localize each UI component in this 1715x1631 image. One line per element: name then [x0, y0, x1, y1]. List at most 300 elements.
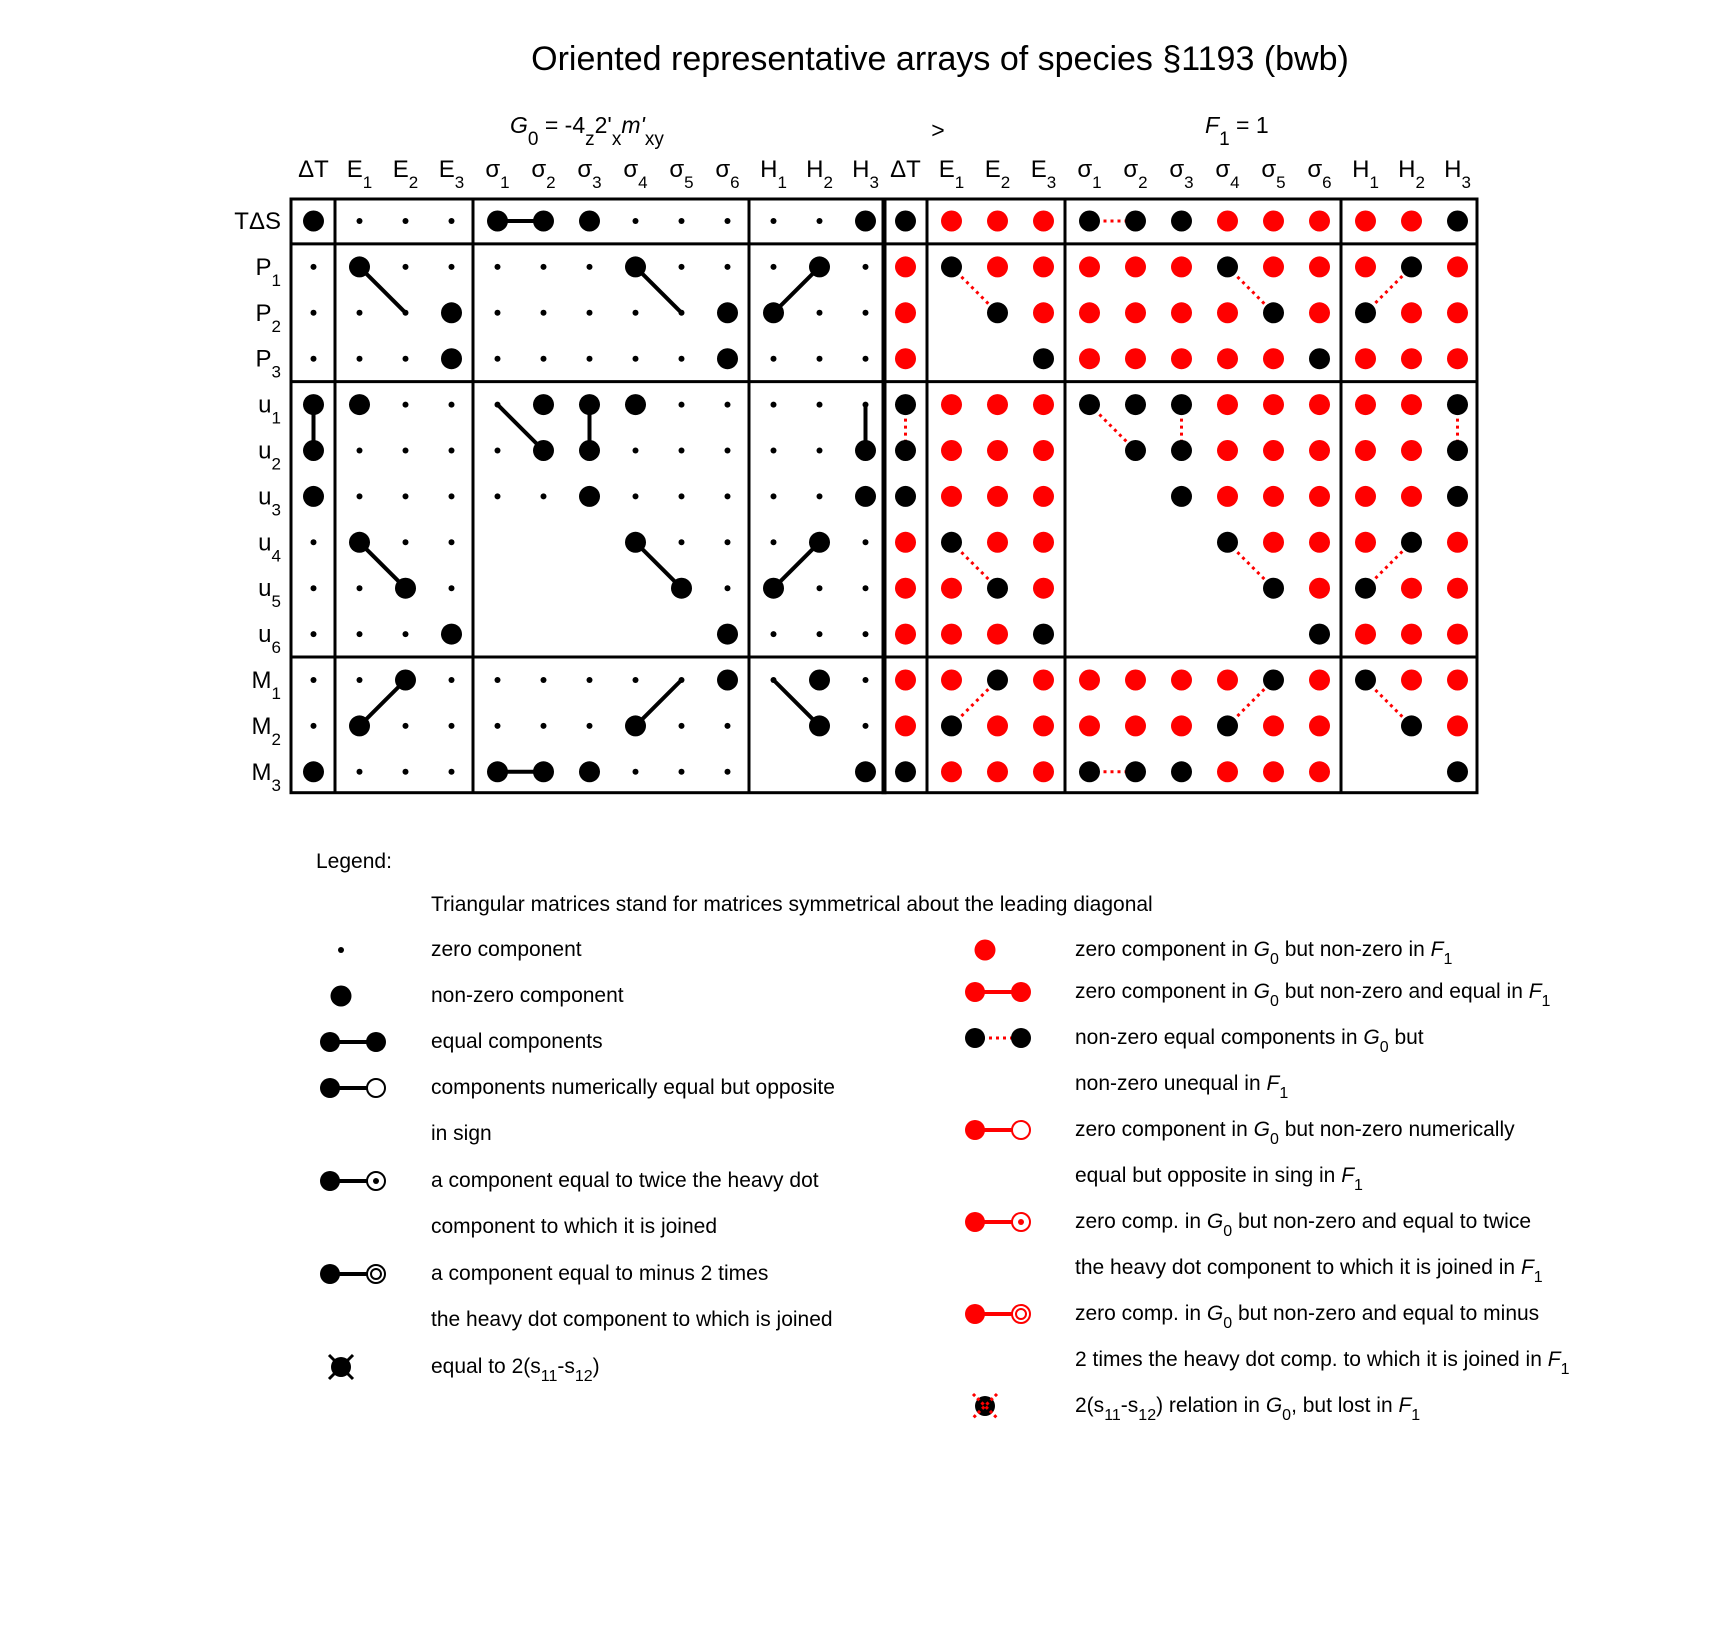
- nonzero-dot: [671, 578, 692, 599]
- nonzero-dot: [895, 440, 916, 461]
- red-dot: [1263, 715, 1284, 736]
- red-dot: [1447, 302, 1468, 323]
- dot-icon: [1011, 982, 1031, 1002]
- red-dot: [1033, 211, 1054, 232]
- nonzero-dot: [1355, 302, 1376, 323]
- legend-left-text: components numerically equal but opposite: [431, 1076, 835, 1099]
- dot-icon: [320, 1078, 340, 1098]
- red-dot: [895, 578, 916, 599]
- zero-dot: [817, 493, 823, 499]
- red-dot-icon: [975, 940, 996, 961]
- open-dot-icon: [367, 1265, 385, 1283]
- nonzero-dot: [941, 532, 962, 553]
- nonzero-dot: [1125, 394, 1146, 415]
- red-dot: [941, 624, 962, 645]
- nonzero-dot: [809, 715, 830, 736]
- red-dot: [1125, 715, 1146, 736]
- zero-dot: [863, 539, 869, 545]
- nonzero-dot: [579, 761, 600, 782]
- red-dot: [1217, 302, 1238, 323]
- red-dot: [1217, 761, 1238, 782]
- legend-heading: Legend:: [316, 850, 392, 873]
- zero-dot: [403, 723, 409, 729]
- red-dot: [1355, 532, 1376, 553]
- red-dot: [1447, 578, 1468, 599]
- nonzero-dot: [1125, 761, 1146, 782]
- zero-dot: [587, 677, 593, 683]
- nonzero-dot: [1171, 211, 1192, 232]
- column-header-0: ΔT: [298, 156, 329, 183]
- zero-dot: [817, 218, 823, 224]
- red-dot: [1217, 348, 1238, 369]
- red-dot: [1447, 715, 1468, 736]
- column-header-1: $E_1$: [346, 156, 373, 192]
- zero-dot: [771, 677, 777, 683]
- zero-dot: [495, 264, 501, 270]
- red-dot: [987, 211, 1008, 232]
- nonzero-dot: [1217, 256, 1238, 277]
- nonzero-dot: [1079, 394, 1100, 415]
- zero-dot: [817, 585, 823, 591]
- row-label-8: $u_5$: [258, 575, 281, 612]
- row-label-5: $u_2$: [258, 437, 281, 474]
- red-dot: [1263, 256, 1284, 277]
- zero-dot: [771, 493, 777, 499]
- red-dot: [1033, 670, 1054, 691]
- nonzero-dot: [1171, 394, 1192, 415]
- zero-dot: [403, 448, 409, 454]
- zero-dot: [311, 310, 317, 316]
- column-header-10: $H_1$: [760, 156, 787, 192]
- red-dot: [1309, 211, 1330, 232]
- red-dot: [1125, 302, 1146, 323]
- legend-right-text: zero component in $G_0$ but non-zero and equal in $F_1$: [1075, 980, 1551, 1010]
- zero-dot: [725, 723, 731, 729]
- red-dot: [1355, 211, 1376, 232]
- nonzero-dot: [533, 211, 554, 232]
- zero-dot: [817, 448, 823, 454]
- nonzero-dot: [1171, 761, 1192, 782]
- nonzero-dot: [1033, 348, 1054, 369]
- zero-dot: [679, 448, 685, 454]
- red-dot: [1033, 715, 1054, 736]
- nonzero-dot: [303, 761, 324, 782]
- zero-dot: [771, 218, 777, 224]
- nonzero-dot: [855, 761, 876, 782]
- red-dot: [1309, 256, 1330, 277]
- red-dot: [1401, 302, 1422, 323]
- zero-dot: [357, 585, 363, 591]
- nonzero-dot: [1263, 578, 1284, 599]
- open-dot-icon: [1012, 1305, 1030, 1323]
- red-dot: [1263, 348, 1284, 369]
- zero-dot: [495, 356, 501, 362]
- nonzero-dot: [855, 440, 876, 461]
- red-dot: [1309, 670, 1330, 691]
- red-dot: [1217, 486, 1238, 507]
- red-dot: [1033, 394, 1054, 415]
- zero-dot: [679, 539, 685, 545]
- zero-dot: [449, 448, 455, 454]
- legend-right-text: zero comp. in $G_0$ but non-zero and equal to twice: [1075, 1210, 1532, 1240]
- zero-dot: [449, 493, 455, 499]
- red-dot: [987, 715, 1008, 736]
- zero-dot: [587, 264, 593, 270]
- row-label-2: $P_2$: [255, 299, 281, 336]
- comparison-symbol: >: [931, 117, 945, 143]
- zero-dot: [633, 493, 639, 499]
- zero-dot: [403, 356, 409, 362]
- red-dot: [1217, 670, 1238, 691]
- legend-left-text: in sign: [431, 1122, 492, 1145]
- column-header-4: $\sigma_1$: [485, 156, 510, 192]
- zero-dot: [771, 356, 777, 362]
- red-dot: [987, 532, 1008, 553]
- big-dot-icon: [331, 986, 352, 1007]
- zero-dot: [357, 448, 363, 454]
- zero-dot: [633, 769, 639, 775]
- zero-dot: [357, 218, 363, 224]
- red-dot: [1401, 348, 1422, 369]
- zero-dot: [357, 493, 363, 499]
- column-header-12: $H_3$: [852, 156, 879, 192]
- zero-dot: [357, 310, 363, 316]
- zero-dot: [679, 218, 685, 224]
- nonzero-dot: [1171, 440, 1192, 461]
- row-label-4: $u_1$: [258, 391, 281, 428]
- nonzero-dot: [1447, 211, 1468, 232]
- nonzero-dot: [809, 670, 830, 691]
- nonzero-dot: [349, 394, 370, 415]
- dot-icon: [965, 982, 985, 1002]
- column-header-4: $\sigma_1$: [1077, 156, 1102, 192]
- red-dot: [1263, 532, 1284, 553]
- red-dot: [1309, 761, 1330, 782]
- dot-icon: [965, 1120, 985, 1140]
- zero-dot: [449, 585, 455, 591]
- red-dot: [1217, 440, 1238, 461]
- zero-dot: [633, 677, 639, 683]
- zero-dot: [771, 402, 777, 408]
- nonzero-dot: [441, 624, 462, 645]
- legend-right-text: zero component in $G_0$ but non-zero numerically: [1075, 1118, 1515, 1148]
- nonzero-dot: [987, 578, 1008, 599]
- red-dot: [1447, 532, 1468, 553]
- zero-dot: [679, 356, 685, 362]
- nonzero-dot: [625, 394, 646, 415]
- red-dot: [987, 624, 1008, 645]
- red-dot: [1263, 394, 1284, 415]
- zero-dot: [495, 402, 501, 408]
- red-dot: [1033, 256, 1054, 277]
- nonzero-dot: [717, 624, 738, 645]
- zero-dot: [817, 310, 823, 316]
- red-dot: [1355, 348, 1376, 369]
- red-dot: [1125, 256, 1146, 277]
- nonzero-dot: [1033, 624, 1054, 645]
- red-dot: [1447, 624, 1468, 645]
- red-dot: [1217, 211, 1238, 232]
- red-dot: [987, 394, 1008, 415]
- nonzero-dot: [1171, 486, 1192, 507]
- zero-dot: [311, 539, 317, 545]
- zero-dot: [449, 539, 455, 545]
- red-dot: [1125, 670, 1146, 691]
- red-dot: [1079, 670, 1100, 691]
- nonzero-dot: [895, 394, 916, 415]
- red-dot: [941, 761, 962, 782]
- column-header-11: $H_2$: [806, 156, 833, 192]
- zero-dot: [403, 218, 409, 224]
- zero-dot: [863, 631, 869, 637]
- nonzero-dot: [1401, 715, 1422, 736]
- zero-dot: [863, 402, 869, 408]
- red-dot: [1401, 394, 1422, 415]
- open-dot-icon: [1012, 1121, 1030, 1139]
- red-dot: [1447, 670, 1468, 691]
- zero-dot: [449, 218, 455, 224]
- row-label-3: $P_3$: [255, 345, 281, 382]
- nonzero-dot: [303, 394, 324, 415]
- red-dot: [1125, 348, 1146, 369]
- red-dot: [1401, 670, 1422, 691]
- nonzero-dot: [349, 715, 370, 736]
- nonzero-dot: [1263, 670, 1284, 691]
- red-dot: [1263, 761, 1284, 782]
- nonzero-dot: [1401, 532, 1422, 553]
- zero-dot: [403, 493, 409, 499]
- legend-right-text-line2: 2 times the heavy dot comp. to which it is joined in $F_1$: [1075, 1348, 1570, 1378]
- dot-icon: [1011, 1028, 1031, 1048]
- open-dot-icon: [367, 1079, 385, 1097]
- nonzero-dot: [717, 348, 738, 369]
- legend-right-text: zero component in $G_0$ but non-zero in $F_1$: [1075, 938, 1453, 968]
- zero-dot: [311, 356, 317, 362]
- zero-dot: [403, 539, 409, 545]
- red-dot: [1401, 486, 1422, 507]
- nonzero-dot: [1217, 532, 1238, 553]
- zero-dot: [725, 769, 731, 775]
- zero-dot: [725, 218, 731, 224]
- nonzero-dot: [579, 440, 600, 461]
- column-header-3: $E_3$: [1030, 156, 1057, 192]
- zero-dot: [495, 677, 501, 683]
- red-dot: [987, 256, 1008, 277]
- zero-dot: [587, 723, 593, 729]
- nonzero-dot: [855, 486, 876, 507]
- zero-dot: [679, 402, 685, 408]
- zero-dot: [541, 677, 547, 683]
- red-dot: [1309, 578, 1330, 599]
- zero-dot: [449, 723, 455, 729]
- red-dot: [987, 761, 1008, 782]
- zero-dot: [679, 723, 685, 729]
- zero-dot: [633, 310, 639, 316]
- dot-icon: [965, 1212, 985, 1232]
- nonzero-dot: [303, 486, 324, 507]
- dot-icon: [320, 1264, 340, 1284]
- legend-right-text-line2: non-zero unequal in $F_1$: [1075, 1072, 1289, 1102]
- zero-dot: [541, 264, 547, 270]
- red-dot: [941, 211, 962, 232]
- row-label-0: TΔS: [234, 208, 281, 235]
- small-dot-icon: [338, 947, 344, 953]
- zero-dot: [449, 402, 455, 408]
- zero-dot: [771, 448, 777, 454]
- zero-dot: [863, 310, 869, 316]
- nonzero-dot: [1125, 440, 1146, 461]
- nonzero-dot: [809, 532, 830, 553]
- zero-dot: [541, 310, 547, 316]
- nonzero-dot: [895, 486, 916, 507]
- column-header-5: $\sigma_2$: [1123, 156, 1148, 192]
- zero-dot: [633, 356, 639, 362]
- red-dot: [1263, 211, 1284, 232]
- legend-left-text: the heavy dot component to which is joined: [431, 1308, 833, 1331]
- zero-dot: [725, 493, 731, 499]
- legend-left-text: equal to $2(s_{11}-s_{12})$: [431, 1355, 600, 1385]
- dot-icon: [366, 1032, 386, 1052]
- zero-dot: [679, 264, 685, 270]
- red-dot: [1171, 348, 1192, 369]
- nonzero-dot: [1079, 211, 1100, 232]
- red-dot: [895, 302, 916, 323]
- red-dot: [1033, 486, 1054, 507]
- red-dot: [941, 394, 962, 415]
- row-label-12: $M_3$: [251, 758, 281, 795]
- column-header-0: ΔT: [890, 156, 921, 183]
- nonzero-dot: [1309, 348, 1330, 369]
- column-header-9: $\sigma_6$: [715, 156, 740, 192]
- zero-dot: [817, 402, 823, 408]
- red-dot: [1033, 532, 1054, 553]
- nonzero-dot: [1309, 624, 1330, 645]
- nonzero-dot: [487, 761, 508, 782]
- zero-dot: [633, 448, 639, 454]
- nonzero-dot: [763, 302, 784, 323]
- zero-dot: [633, 218, 639, 224]
- legend-right-text-line2: the heavy dot component to which it is joined in $F_1$: [1075, 1256, 1543, 1286]
- zero-dot: [311, 677, 317, 683]
- red-dot: [1033, 761, 1054, 782]
- column-header-9: $\sigma_6$: [1307, 156, 1332, 192]
- nonzero-dot: [349, 256, 370, 277]
- red-dot: [1355, 256, 1376, 277]
- red-dot: [941, 578, 962, 599]
- zero-dot: [725, 448, 731, 454]
- center-dot-icon: [1018, 1219, 1024, 1225]
- zero-dot: [449, 677, 455, 683]
- red-dot: [1309, 715, 1330, 736]
- dot-icon: [965, 1304, 985, 1324]
- nonzero-dot: [1447, 440, 1468, 461]
- nonzero-dot: [717, 670, 738, 691]
- red-dot: [1309, 486, 1330, 507]
- red-dot: [895, 348, 916, 369]
- nonzero-dot: [717, 302, 738, 323]
- dot-icon: [320, 1171, 340, 1191]
- nonzero-dot: [987, 670, 1008, 691]
- row-label-1: $P_1$: [255, 253, 281, 290]
- red-dot: [1033, 440, 1054, 461]
- legend-left-text: component to which it is joined: [431, 1215, 717, 1238]
- legend-right-text: non-zero equal components in $G_0$ but: [1075, 1026, 1424, 1056]
- zero-dot: [311, 264, 317, 270]
- zero-dot: [495, 723, 501, 729]
- red-dot: [1263, 440, 1284, 461]
- zero-dot: [311, 585, 317, 591]
- column-header-7: $\sigma_4$: [1215, 156, 1240, 192]
- red-dot: [1355, 394, 1376, 415]
- zero-dot: [541, 493, 547, 499]
- zero-dot: [679, 769, 685, 775]
- column-header-7: $\sigma_4$: [623, 156, 648, 192]
- zero-dot: [863, 264, 869, 270]
- legend-right-text: $2(s_{11}-s_{12})$ relation in $G_0$, but lost in $F_1$: [1075, 1394, 1421, 1424]
- row-label-11: $M_2$: [251, 712, 281, 749]
- column-header-3: $E_3$: [438, 156, 465, 192]
- red-dot: [1079, 302, 1100, 323]
- red-dot: [1447, 256, 1468, 277]
- legend-left-text: a component equal to minus 2 times: [431, 1262, 769, 1285]
- legend: [316, 850, 1570, 1424]
- zero-dot: [357, 356, 363, 362]
- zero-dot: [403, 264, 409, 270]
- zero-dot: [403, 769, 409, 775]
- column-header-2: $E_2$: [984, 156, 1011, 192]
- zero-dot: [541, 356, 547, 362]
- legend-right-text: zero comp. in $G_0$ but non-zero and equal to minus: [1075, 1302, 1540, 1332]
- red-dot: [895, 715, 916, 736]
- red-dot: [1355, 486, 1376, 507]
- red-dot: [1309, 532, 1330, 553]
- red-dot: [1171, 256, 1192, 277]
- zero-dot: [725, 402, 731, 408]
- nonzero-dot: [579, 394, 600, 415]
- column-header-5: $\sigma_2$: [531, 156, 556, 192]
- red-dot: [1401, 624, 1422, 645]
- nonzero-dot: [855, 211, 876, 232]
- column-header-8: $\sigma_5$: [1261, 156, 1286, 192]
- zero-dot: [495, 310, 501, 316]
- nonzero-dot: [1355, 578, 1376, 599]
- nonzero-dot: [1447, 486, 1468, 507]
- zero-dot: [403, 310, 409, 316]
- column-header-2: $E_2$: [392, 156, 419, 192]
- red-dot: [1171, 302, 1192, 323]
- column-header-1: $E_1$: [938, 156, 965, 192]
- left-array: [234, 156, 885, 795]
- row-label-9: $u_6$: [258, 621, 281, 658]
- zero-dot: [679, 677, 685, 683]
- nonzero-dot: [763, 578, 784, 599]
- zero-dot: [771, 264, 777, 270]
- red-dot: [1355, 440, 1376, 461]
- red-dot: [895, 256, 916, 277]
- nonzero-dot: [1401, 256, 1422, 277]
- red-dot: [1033, 578, 1054, 599]
- right-group-label: $F_1 = 1$: [1205, 112, 1269, 150]
- zero-dot: [863, 677, 869, 683]
- nonzero-dot: [579, 486, 600, 507]
- zero-dot: [311, 631, 317, 637]
- zero-dot: [357, 677, 363, 683]
- row-label-10: $M_1$: [251, 667, 281, 703]
- nonzero-dot: [579, 211, 600, 232]
- legend-left-text: a component equal to twice the heavy dot: [431, 1169, 819, 1192]
- red-dot: [1401, 211, 1422, 232]
- legend-left-text: zero component: [431, 938, 582, 961]
